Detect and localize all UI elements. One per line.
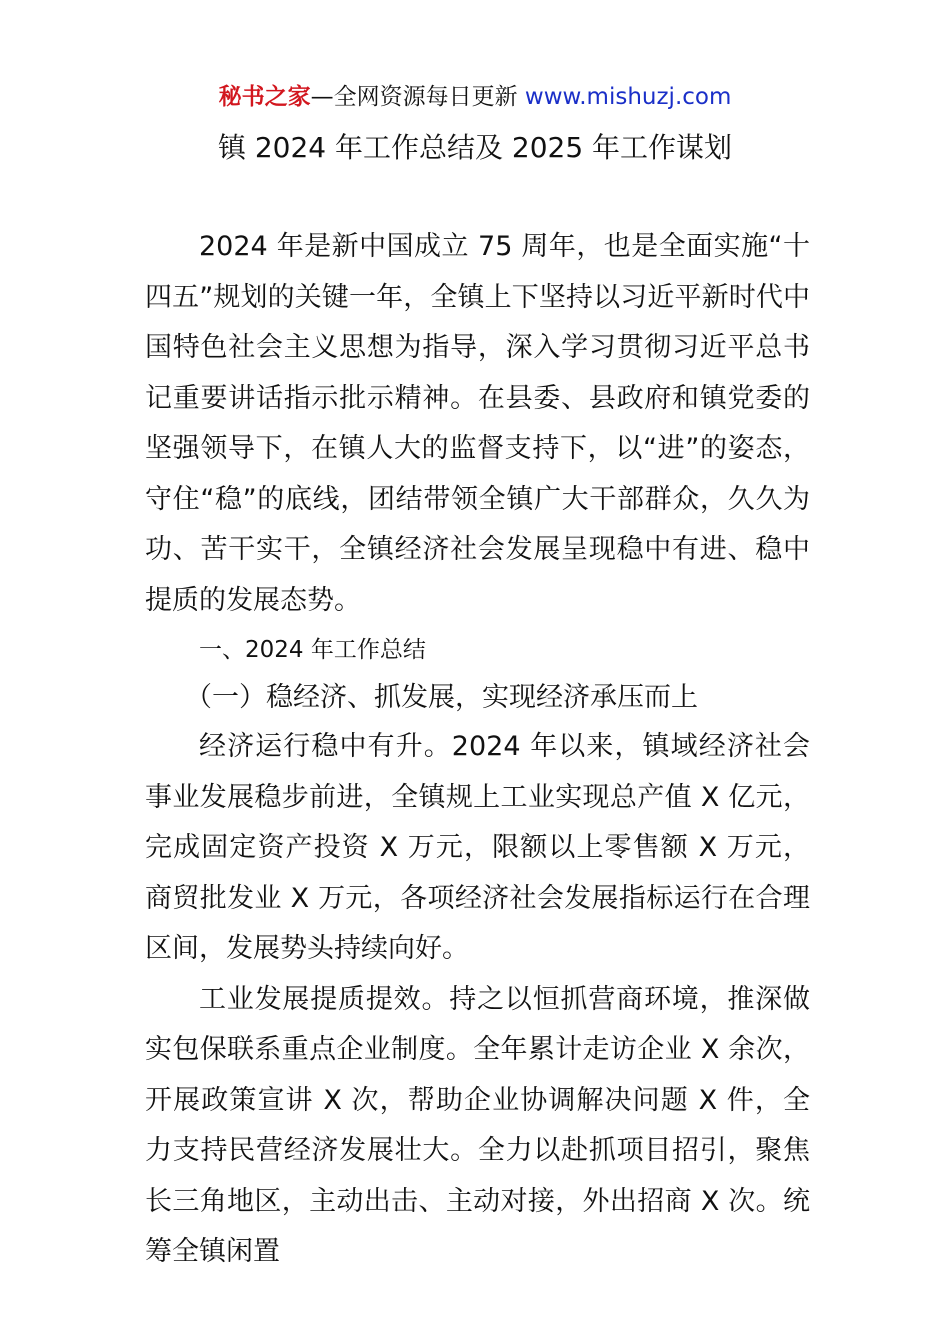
industry-paragraph: 工业发展提质提效。持之以恒抓营商环境，推深做实包保联系重点企业制度。全年累计走访企业 X 余次，开展政策宣讲 X 次，帮助企业协调解决问题 X 件，全力支持民营经济发展壮大。全力以赴抓项目招引，聚焦长三角地区，主动出击、主动对接，外出招商 X 次。统筹全镇闲置: [145, 983, 810, 1267]
section-heading: 一、2024 年工作总结: [199, 637, 426, 663]
site-tagline: —全网资源每日更新: [310, 84, 518, 110]
site-header: [0, 80, 950, 114]
document-title: 镇 2024 年工作总结及 2025 年工作谋划: [217, 131, 733, 164]
brand-name: 秘书之家: [218, 84, 311, 110]
subsection-heading: （一）稳经济、抓发展，实现经济承压而上: [185, 682, 698, 713]
economy-paragraph: 经济运行稳中有升。2024 年以来，镇域经济社会事业发展稳步前进，全镇规上工业实现总产值 X 亿元，完成固定资产投资 X 万元，限额以上零售额 X 万元，商贸批发业 X 万元，各项经济社会发展指标运行在合理区间，发展势头持续向好。: [145, 731, 810, 964]
site-url-link[interactable]: www.mishuzj.com: [524, 84, 732, 110]
intro-paragraph: 2024 年是新中国成立 75 周年，也是全面实施“十四五”规划的关键一年，全镇上下坚持以习近平新时代中国特色社会主义思想为指导，深入学习贯彻习近平总书记重要讲话指示批示精神。在县委、县政府和镇党委的坚强领导下，在镇人大的监督支持下，以“进”的姿态，守住“稳”的底线，团结带领全镇广大干部群众，久久为功、苦干实干，全镇经济社会发展呈现稳中有进、稳中提质的发展态势。: [145, 231, 810, 616]
document-body: [145, 222, 810, 1278]
